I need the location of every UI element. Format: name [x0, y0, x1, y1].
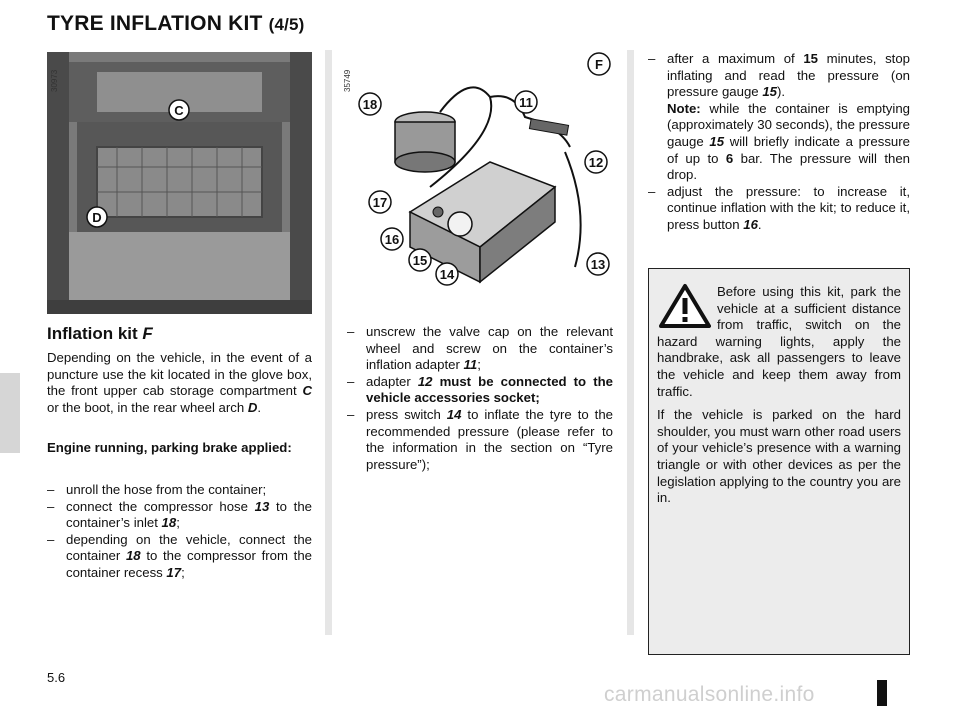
warning-box: [648, 268, 910, 655]
callout-18: 18: [362, 97, 378, 112]
engine-note: Engine running, parking brake applied:: [47, 440, 292, 455]
note-label: Note:: [667, 100, 701, 116]
end-marker: [877, 680, 887, 706]
warning-para-1: Before using this kit, park the vehicle at a sufficient distance from traffic, switch on the hazard warning lights, apply the handbrake, ask all passengers to leave the vehicle and keep them away from traffic.: [657, 284, 901, 399]
list-item: – connect the compressor hose 13 to the container’s inlet 18;: [47, 499, 312, 532]
list-item: – press switch 14 to inflate the tyre to the recommended pressure (please refer to the information in the section on “Tyre pressure”);: [347, 407, 613, 473]
page-number: 5.6: [47, 670, 66, 685]
section-heading-ref: F: [142, 324, 153, 343]
middle-steps-list: [347, 324, 613, 473]
title-subtitle: (4/5): [268, 15, 305, 34]
callout-15: 15: [412, 253, 428, 268]
list-item: – adjust the pressure: to increase it, continue inflation with the kit; to reduce it, press button 16.: [648, 184, 910, 234]
right-steps-list: [648, 51, 910, 234]
callout-14: 14: [439, 267, 455, 282]
label-d: D: [92, 210, 102, 225]
vehicle-boot-photo: [47, 52, 312, 314]
column-divider: [627, 50, 634, 635]
list-item: – unscrew the valve cap on the relevant wheel and screw on the container’s inflation adapter 11;: [347, 324, 613, 374]
left-steps-list: [47, 482, 312, 582]
ref-c: C: [302, 383, 312, 399]
intro-paragraph: Depending on the vehicle, in the event of a puncture use the kit located in the glove box, the front upper cab storage compartment C or the boot, in the rear wheel arch D.: [47, 350, 312, 415]
callout-12: 12: [588, 155, 604, 170]
label-c: C: [174, 103, 184, 118]
page-title: [47, 12, 305, 36]
list-item: – adapter 12 must be connected to the vehicle accessories socket;: [347, 374, 613, 407]
column-divider: [325, 50, 332, 635]
section-heading-text: Inflation kit: [47, 324, 138, 343]
section-heading: [47, 324, 153, 344]
label-f: F: [595, 57, 603, 72]
warning-para-2: If the vehicle is parked on the hard shoulder, you must warn other road users of your vehicle’s presence with a warning triangle or with other devices as per the legislation applying to the country you are in.: [657, 407, 901, 506]
ref-d: D: [247, 399, 258, 415]
inflation-kit-diagram: [340, 52, 623, 314]
warning-text: [657, 284, 901, 507]
diagram-ref-number: 35749: [343, 69, 352, 92]
callout-16: 16: [384, 232, 400, 247]
list-item: – depending on the vehicle, connect the container 18 to the compressor from the container recess 17;: [47, 532, 312, 582]
watermark: carmanualsonline.info: [604, 683, 815, 706]
section-tab: [0, 373, 20, 453]
title-text: TYRE INFLATION KIT: [47, 12, 263, 35]
callout-17: 17: [372, 195, 388, 210]
list-item: – unroll the hose from the container;: [47, 482, 312, 499]
callout-13: 13: [590, 257, 606, 272]
list-item: – after a maximum of 15 minutes, stop inflating and read the pressure (on pressure gauge 15). Note: while the container is emptying (approximately 30 seconds), the pressure gauge 15 will briefly indicate a pressure of up to 6 bar. The pressure will then drop.: [648, 51, 910, 184]
callout-11: 11: [519, 95, 533, 110]
photo-ref-number: 30973: [50, 69, 59, 92]
